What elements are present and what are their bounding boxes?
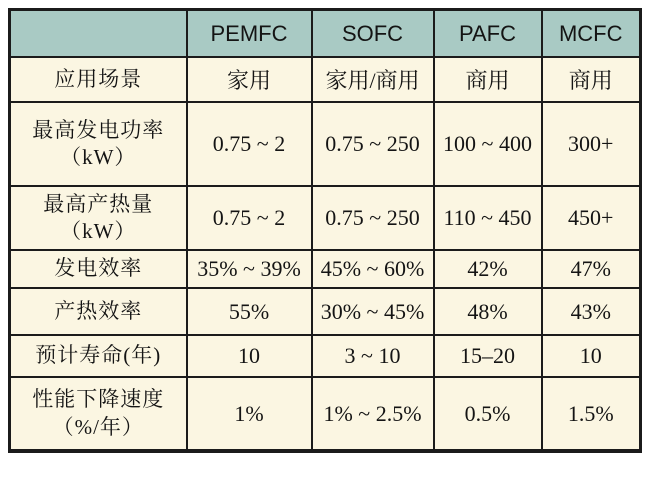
data-cell: 55% — [187, 288, 312, 335]
data-cell: 42% — [434, 250, 542, 288]
data-cell: 0.75 ~ 250 — [312, 186, 434, 250]
row-label-line: （kW） — [60, 145, 137, 169]
row-label-line: 最高产热量 — [43, 191, 154, 216]
row-label-line: （kW） — [60, 219, 137, 243]
header-row — [10, 10, 641, 58]
data-cell: 15–20 — [434, 335, 542, 377]
row-label — [10, 57, 187, 102]
data-cell: 43% — [542, 288, 641, 335]
row-label — [10, 288, 187, 335]
table-row-max-heat — [10, 186, 641, 250]
data-cell: 1.5% — [542, 377, 641, 451]
header-cell-pemfc: PEMFC — [187, 10, 312, 58]
data-cell: 家用 — [187, 57, 312, 102]
data-cell: 1% — [187, 377, 312, 451]
data-cell: 45% ~ 60% — [312, 250, 434, 288]
row-label — [10, 102, 187, 186]
header-cell-pafc: PAFC — [434, 10, 542, 58]
data-cell: 450+ — [542, 186, 641, 250]
table-row-electric-efficiency — [10, 250, 641, 288]
data-cell: 3 ~ 10 — [312, 335, 434, 377]
fuel-cell-comparison-table — [8, 8, 642, 453]
data-cell: 10 — [187, 335, 312, 377]
row-label — [10, 335, 187, 377]
data-cell: 商用 — [434, 57, 542, 102]
data-cell: 商用 — [542, 57, 641, 102]
data-cell: 47% — [542, 250, 641, 288]
data-cell: 35% ~ 39% — [187, 250, 312, 288]
data-cell: 家用/商用 — [312, 57, 434, 102]
row-label-line: （%/年） — [52, 414, 144, 439]
data-cell: 0.75 ~ 2 — [187, 186, 312, 250]
row-label — [10, 186, 187, 250]
table-row-heat-efficiency — [10, 288, 641, 335]
row-label-line: 最高发电功率 — [32, 117, 165, 142]
row-label-line: 发电效率 — [54, 256, 143, 281]
data-cell: 0.75 ~ 250 — [312, 102, 434, 186]
data-cell: 1% ~ 2.5% — [312, 377, 434, 451]
data-cell: 48% — [434, 288, 542, 335]
data-cell: 0.5% — [434, 377, 542, 451]
header-cell-sofc: SOFC — [312, 10, 434, 58]
data-cell: 110 ~ 450 — [434, 186, 542, 250]
data-cell: 300+ — [542, 102, 641, 186]
row-label-line: 产热效率 — [54, 298, 143, 323]
table-row-application — [10, 57, 641, 102]
row-label-line: 预计寿命(年) — [35, 343, 162, 368]
row-label — [10, 250, 187, 288]
row-label-line: 应用场景 — [54, 66, 143, 91]
table-row-max-power — [10, 102, 641, 186]
row-label-line: 性能下降速度 — [32, 387, 165, 412]
table-row-lifetime — [10, 335, 641, 377]
data-cell: 100 ~ 400 — [434, 102, 542, 186]
data-cell: 30% ~ 45% — [312, 288, 434, 335]
table-row-degradation-rate — [10, 377, 641, 451]
data-cell: 10 — [542, 335, 641, 377]
data-cell: 0.75 ~ 2 — [187, 102, 312, 186]
header-cell-corner — [10, 10, 187, 58]
header-cell-mcfc: MCFC — [542, 10, 641, 58]
row-label — [10, 377, 187, 451]
